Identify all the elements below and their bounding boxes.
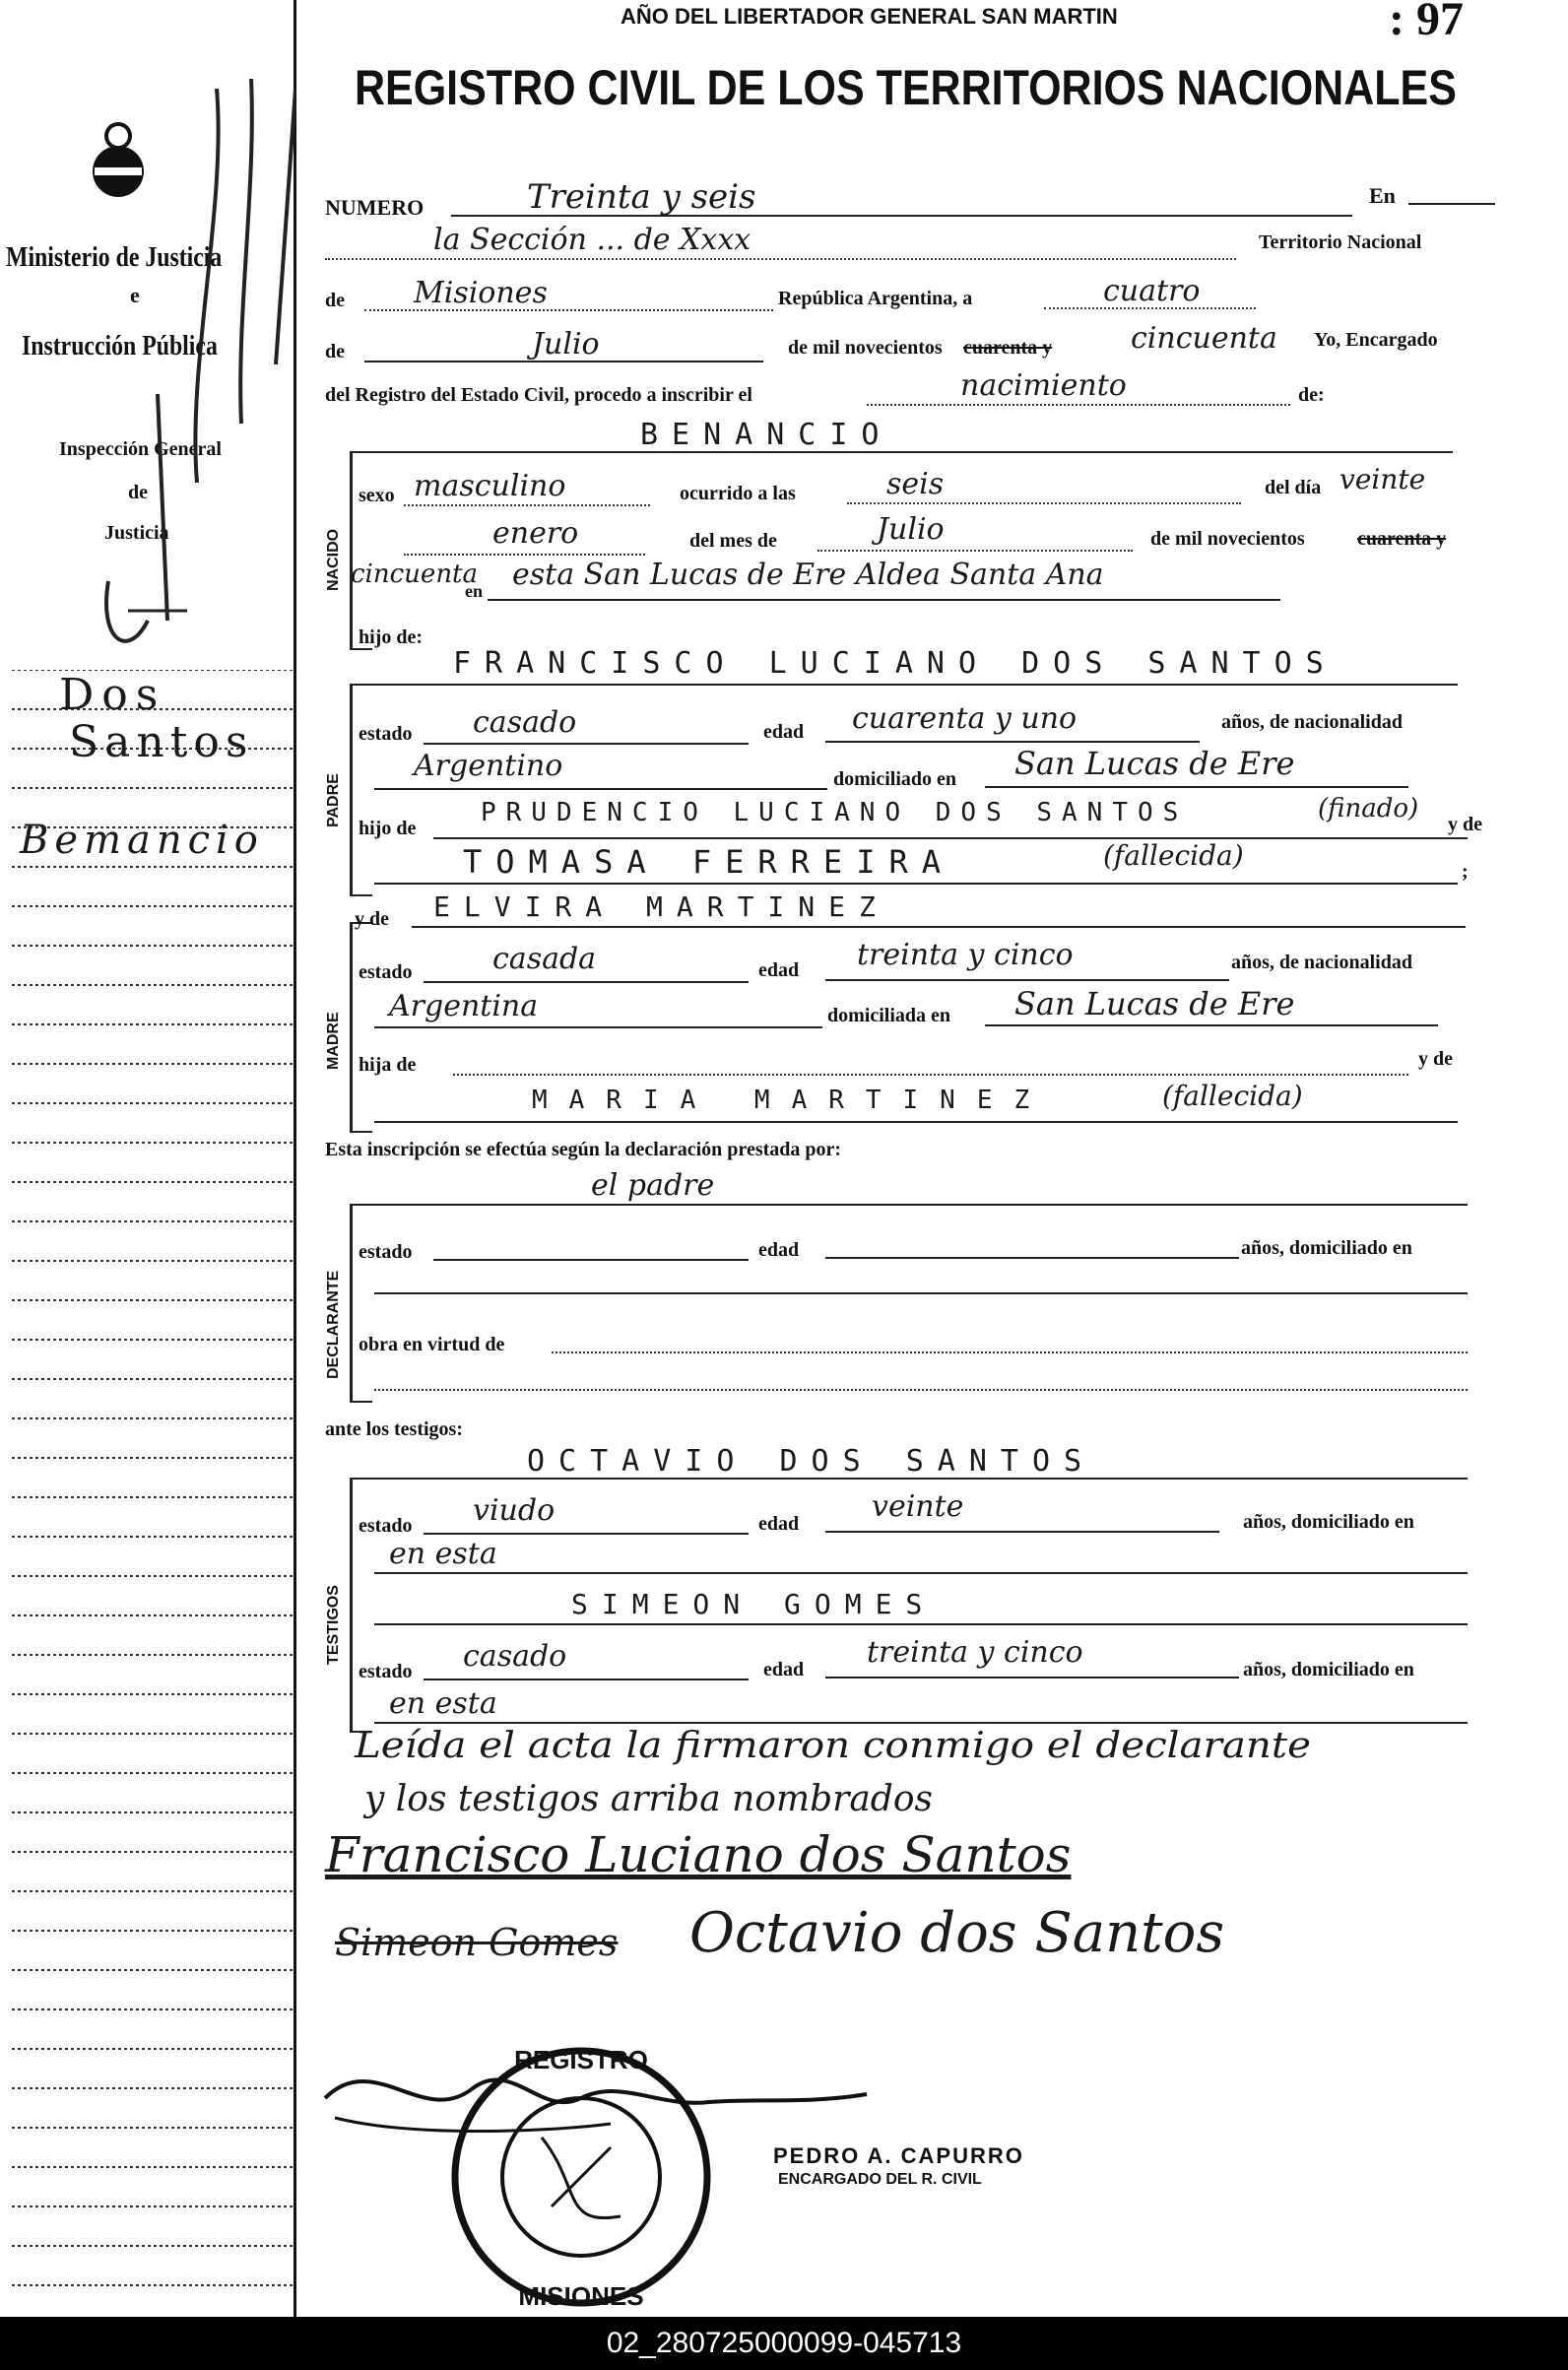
padre-madre-note: (fallecida) xyxy=(1103,839,1244,872)
ministry-line2: e xyxy=(130,283,140,307)
padre-hijo-label: hijo de xyxy=(359,818,417,839)
de3-label: de: xyxy=(1298,384,1325,406)
declarante-estado-label: estado xyxy=(359,1241,413,1263)
nacido-cuarenta-struck: cuarenta y xyxy=(1357,528,1447,550)
padre-estado-label: estado xyxy=(359,723,413,745)
signature-declarante: Francisco Luciano dos Santos xyxy=(325,1826,1072,1883)
declarante-edad-label: edad xyxy=(758,1239,800,1261)
madre-section-label: MADRE xyxy=(325,1012,342,1070)
document-title: REGISTRO CIVIL DE LOS TERRITORIOS NACIONALES xyxy=(355,60,1457,115)
mil-label: de mil novecientos xyxy=(788,337,943,359)
madre-bracket xyxy=(350,922,372,1133)
testigo2-domicilio: en esta xyxy=(389,1686,497,1721)
madre-anos-label: años, de nacionalidad xyxy=(1231,952,1412,973)
madre-domicilio-label: domiciliada en xyxy=(827,1005,951,1026)
madre-y-de-label2: y de xyxy=(1418,1048,1453,1070)
testigo1-anos-label: años, domiciliado en xyxy=(1243,1511,1414,1533)
declaracion-label: Esta inscripción se efectúa según la declaración prestada por: xyxy=(325,1139,842,1160)
svg-text:MISIONES: MISIONES xyxy=(518,2281,644,2311)
margin-scribbles xyxy=(39,69,295,680)
de2-label: de xyxy=(325,341,345,362)
en-label: En xyxy=(1369,183,1396,208)
nacido-section-label: NACIDO xyxy=(325,528,342,591)
madre-madre-note: (fallecida) xyxy=(1162,1080,1303,1112)
lugar-value: esta San Lucas de Ere Aldea Santa Ana xyxy=(512,558,1104,592)
ocurrido-label: ocurrido a las xyxy=(680,483,796,504)
registrar-name: PEDRO A. CAPURRO xyxy=(773,2143,1024,2168)
de-label: de xyxy=(325,290,345,311)
madre-edad-label: edad xyxy=(758,959,800,981)
madre-madre: MARIA MARTINEZ xyxy=(532,1086,1052,1115)
testigos-label: ante los testigos: xyxy=(325,1418,463,1440)
declarante-anos-label: años, domiciliado en xyxy=(1241,1237,1412,1259)
padre-name: FRANCISCO LUCIANO DOS SANTOS xyxy=(453,646,1338,681)
declarante-bracket xyxy=(350,1204,372,1403)
image-id-footer: 02_280725000099-045713 xyxy=(0,2317,1568,2370)
dia-value2: enero xyxy=(492,516,579,551)
territorio-value: Misiones xyxy=(414,276,548,310)
madre-edad-value: treinta y cinco xyxy=(857,938,1074,972)
folio-number: : 97 xyxy=(1389,0,1464,45)
padre-estado-value: casado xyxy=(473,705,577,740)
padre-anos-label: años, de nacionalidad xyxy=(1221,711,1403,733)
padre-domicilio-label: domiciliado en xyxy=(833,768,957,790)
dia-value: veinte xyxy=(1339,463,1426,495)
acto-value: nacimiento xyxy=(960,368,1127,403)
padre-padre-note: (finado) xyxy=(1318,794,1419,823)
testigo2-estado: casado xyxy=(463,1639,567,1674)
padre-nacionalidad-value: Argentino xyxy=(414,749,563,783)
madre-estado-value: casada xyxy=(492,942,597,976)
numero-value: Treinta y seis xyxy=(527,177,756,217)
nacido-bracket xyxy=(350,451,372,650)
testigo1-name: OCTAVIO DOS SANTOS xyxy=(527,1444,1096,1479)
svg-text:REGISTRO: REGISTRO xyxy=(514,2045,648,2074)
padre-madre: TOMASA FERREIRA xyxy=(463,843,954,881)
registrar-title: ENCARGADO DEL R. CIVIL xyxy=(778,2171,982,2188)
inspection-line3: Justicia xyxy=(104,522,169,544)
madre-domicilio-value: San Lucas de Ere xyxy=(1014,985,1295,1022)
madre-name: ELVIRA MARTINEZ xyxy=(433,890,889,923)
padre-edad-label: edad xyxy=(763,721,805,743)
yo-label: Yo, Encargado xyxy=(1314,329,1438,351)
testigos-section-label: TESTIGOS xyxy=(325,1585,342,1665)
testigo2-estado-label: estado xyxy=(359,1661,413,1682)
signature-testigo2: Simeon Gomes xyxy=(335,1921,619,1964)
official-seal xyxy=(433,2029,729,2325)
padre-section-label: PADRE xyxy=(325,773,342,827)
declaracion-value: el padre xyxy=(591,1168,715,1203)
numero-label: NUMERO xyxy=(325,195,425,220)
nacido-mil-label: de mil novecientos xyxy=(1150,528,1305,550)
territorio-label: Territorio Nacional xyxy=(1259,231,1422,253)
sidebar-given-name: Bemancio xyxy=(20,818,264,863)
sexo-label: sexo xyxy=(359,485,395,506)
year-value: cincuenta xyxy=(1131,321,1277,356)
republica-label: República Argentina, a xyxy=(778,288,973,309)
testigo1-edad-label: edad xyxy=(758,1513,800,1535)
cuarenta-struck: cuarenta y xyxy=(963,337,1053,359)
inspection-line1: Inspección General xyxy=(59,438,222,460)
padre-edad-value: cuarenta y uno xyxy=(852,701,1078,736)
nacido-en-label: en xyxy=(465,581,483,601)
testigo1-domicilio: en esta xyxy=(389,1537,497,1571)
padre-y-de-label: y de xyxy=(1448,814,1482,835)
nacido-name: BENANCIO xyxy=(640,418,893,452)
padre-domicilio-value: San Lucas de Ere xyxy=(1014,745,1295,782)
closing-line1: Leída el acta la firmaron conmigo el declarante xyxy=(355,1726,1311,1766)
margin-ruled-lines xyxy=(12,670,294,2305)
mes-value: Julio xyxy=(877,512,945,547)
sidebar-surname1: Dos xyxy=(59,670,166,720)
year-banner: AÑO DEL LIBERTADOR GENERAL SAN MARTIN xyxy=(621,4,1118,29)
signature-testigo1: Octavio dos Santos xyxy=(689,1901,1225,1965)
padre-bracket xyxy=(350,684,372,896)
ministry-line3: Instrucción Pública xyxy=(22,330,218,362)
testigo2-edad-label: edad xyxy=(763,1659,805,1680)
testigo2-edad: treinta y cinco xyxy=(867,1635,1083,1670)
mes-label: del mes de xyxy=(689,530,777,552)
del-dia-label: del día xyxy=(1265,477,1322,498)
madre-hija-label: hija de xyxy=(359,1054,417,1076)
padre-padre: PRUDENCIO LUCIANO DOS SANTOS xyxy=(481,798,1189,827)
testigo2-name: SIMEON GOMES xyxy=(571,1588,937,1620)
madre-y-de-label: y de xyxy=(355,908,389,930)
testigo1-estado: viudo xyxy=(473,1493,555,1528)
hora-value: seis xyxy=(886,467,945,501)
testigo1-edad: veinte xyxy=(872,1489,964,1524)
sidebar-surname2: Santos xyxy=(69,717,254,767)
declarante-section-label: DECLARANTE xyxy=(325,1270,342,1379)
anio-value: cincuenta xyxy=(351,560,479,589)
madre-nacionalidad-value: Argentina xyxy=(389,989,539,1023)
day-value: cuatro xyxy=(1103,274,1201,308)
registro-label: del Registro del Estado Civil, procedo a inscribir el xyxy=(325,384,752,406)
inspection-line2: de xyxy=(128,482,148,503)
ministry-line1: Ministerio de Justicia xyxy=(6,241,223,273)
testigo2-anos-label: años, domiciliado en xyxy=(1243,1659,1414,1680)
madre-estado-label: estado xyxy=(359,961,413,983)
nacido-hijo-label: hijo de: xyxy=(359,626,423,648)
closing-line2: y los testigos arriba nombrados xyxy=(364,1779,934,1819)
month-value: Julio xyxy=(532,327,600,362)
sexo-value: masculino xyxy=(414,469,566,503)
padre-semicolon: ; xyxy=(1462,861,1469,883)
testigo1-estado-label: estado xyxy=(359,1515,413,1537)
place-value: la Sección ... de Xxxx xyxy=(433,223,751,257)
declarante-obra-label: obra en virtud de xyxy=(359,1334,505,1355)
